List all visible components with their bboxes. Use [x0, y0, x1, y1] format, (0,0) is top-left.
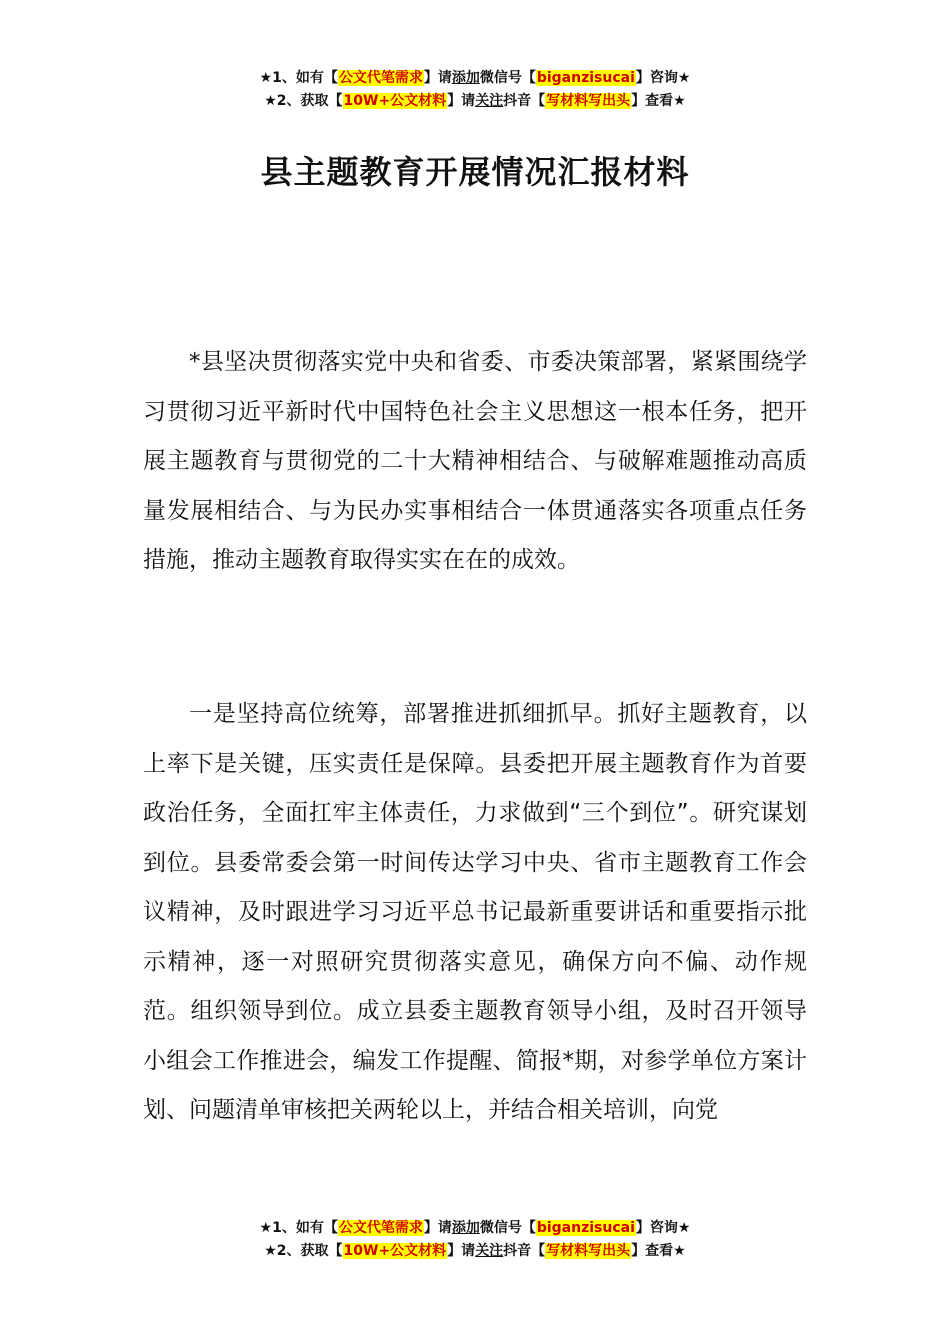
- promo-highlight: 10W+公文材料: [343, 93, 447, 109]
- promo-text: 】请: [447, 93, 476, 109]
- promo-underline: 关注: [475, 93, 504, 109]
- promo-douyin-id: 写材料写出头: [546, 93, 631, 109]
- promo-text: 微信号【: [479, 1220, 536, 1236]
- document-title: 县主题教育开展情况汇报材料: [260, 153, 690, 191]
- promo-text: ★2、获取【: [264, 1243, 343, 1259]
- promo-line-2: [0, 1240, 950, 1263]
- promo-line-1: [0, 1217, 950, 1240]
- promo-text: 】查看★: [631, 93, 686, 109]
- promo-text: 】咨询★: [635, 70, 691, 86]
- promo-text: 】咨询★: [635, 1220, 691, 1236]
- promo-highlight: 公文代笔需求: [338, 1220, 423, 1236]
- promo-header: [0, 67, 950, 113]
- promo-underline: 添加: [451, 70, 480, 86]
- promo-text: ★1、如有【: [259, 70, 338, 86]
- body-paragraph-2: 一是坚持高位统筹，部署推进抓细抓早。抓好主题教育，以上率下是关键，压实责任是保障。县委把开展主题教育作为首要政治任务，全面扛牢主体责任，力求做到“三个到位”。研究谋划到位。县委常委会第一时间传达学习中央、省市主题教育工作会议精神，及时跟进学习习近平总书记最新重要讲话和重要指示批示精神，逐一对照研究贯彻落实意见，确保方向不偏、动作规范。组织领导到位。成立县委主题教育领导小组，及时召开领导小组会工作推进会，编发工作提醒、简报*期，对参学单位方案计划、问题清单审核把关两轮以上，并结合相关培训，向党: [143, 701, 807, 1123]
- promo-text: 抖音【: [503, 1243, 546, 1259]
- promo-line-1: [0, 67, 950, 90]
- body-paragraph-1: *县坚决贯彻落实党中央和省委、市委决策部署，紧紧围绕学习贯彻习近平新时代中国特色社会主义思想这一根本任务，把开展主题教育与贯彻党的二十大精神相结合、与破解难题推动高质量发展相结合、与为民办实事相结合一体贯通落实各项重点任务措施，推动主题教育取得实实在在的成效。: [143, 349, 807, 573]
- promo-text: 】查看★: [631, 1243, 686, 1259]
- promo-underline: 关注: [475, 1243, 504, 1259]
- promo-text: ★2、获取【: [264, 93, 343, 109]
- promo-highlight: 10W+公文材料: [343, 1243, 447, 1259]
- promo-highlight: 公文代笔需求: [338, 70, 423, 86]
- promo-text: 】请: [447, 1243, 476, 1259]
- promo-text: 微信号【: [479, 70, 536, 86]
- promo-line-2: [0, 90, 950, 113]
- promo-text: 】请: [423, 70, 452, 86]
- promo-footer: [0, 1217, 950, 1263]
- promo-text: 抖音【: [503, 93, 546, 109]
- promo-wechat-id: biganzisucai: [536, 70, 635, 86]
- promo-text: ★1、如有【: [259, 1220, 338, 1236]
- promo-underline: 添加: [451, 1220, 480, 1236]
- promo-text: 】请: [423, 1220, 452, 1236]
- promo-douyin-id: 写材料写出头: [546, 1243, 631, 1259]
- promo-wechat-id: biganzisucai: [536, 1220, 635, 1236]
